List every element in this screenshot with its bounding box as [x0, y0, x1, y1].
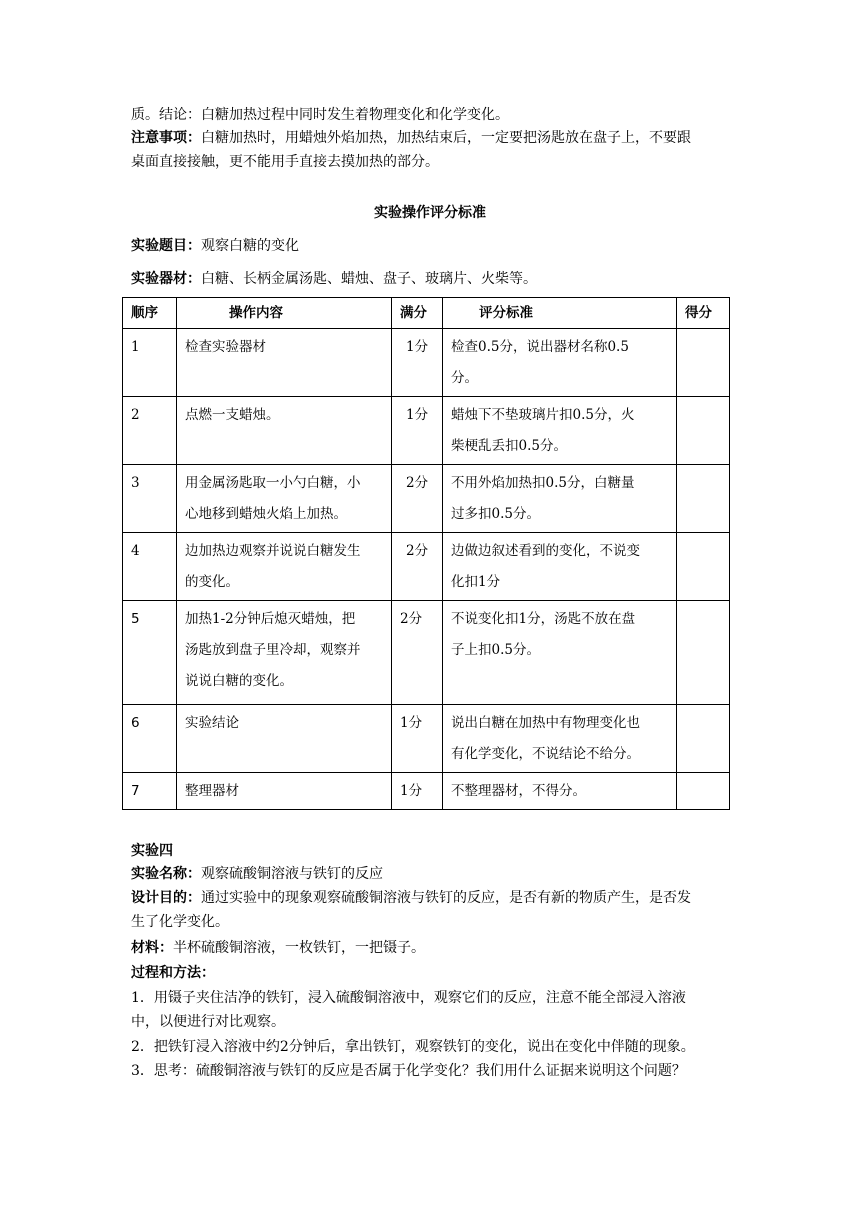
operation-line: 的变化。: [185, 574, 239, 590]
cell-seq: 4: [123, 533, 177, 601]
cell-criteria: [443, 533, 677, 601]
header-criteria: 评分标准: [443, 298, 677, 329]
exp4-material-value: 半杯硫酸铜溶液，一枚铁钉，一把镊子。: [173, 940, 425, 956]
table-row: [123, 533, 730, 601]
cell-full-score: 1分: [392, 705, 443, 773]
cell-full-score: 1分: [392, 329, 443, 397]
cell-criteria: [443, 465, 677, 533]
operation-line: 用金属汤匙取一小勺白糖，小: [185, 475, 361, 491]
section-title: 实验操作评分标准: [374, 205, 486, 221]
exp4-step1-line-2: 中，以便进行对比观察。: [131, 1014, 285, 1030]
criteria-line: 有化学变化，不说结论不给分。: [451, 746, 640, 762]
cell-seq: 6: [123, 705, 177, 773]
cell-seq: 3: [123, 465, 177, 533]
cell-got-score[interactable]: [677, 601, 730, 705]
cell-got-score[interactable]: [677, 397, 730, 465]
equipment-value: 白糖、长柄金属汤匙、蜡烛、盘子、玻璃片、火柴等。: [201, 271, 537, 287]
criteria-line: 说出白糖在加热中有物理变化也: [451, 715, 640, 731]
cell-seq: 7: [123, 773, 177, 810]
cell-seq: 1: [123, 329, 177, 397]
table-row: [123, 329, 730, 397]
criteria-line: 化扣1分: [451, 574, 501, 590]
cell-full-score: 2分: [392, 465, 443, 533]
operation-line: 点燃一支蜡烛。: [185, 407, 280, 423]
topic-line: [131, 235, 731, 257]
operation-line: 检查实验器材: [185, 339, 266, 355]
criteria-line: 蜡烛下不垫玻璃片扣0.5分，火: [451, 407, 635, 423]
table-row: [123, 397, 730, 465]
cell-operation: [177, 465, 392, 533]
cell-criteria: [443, 705, 677, 773]
notice-line-2: 桌面直接接触，更不能用手直接去摸加热的部分。: [131, 154, 439, 170]
cell-operation: [177, 601, 392, 705]
cell-operation: [177, 397, 392, 465]
header-op: 操作内容: [177, 298, 392, 329]
operation-line: 整理器材: [185, 783, 239, 799]
exp4-process-label: 过程和方法：: [131, 965, 215, 981]
exp4-purpose-text-1: 通过实验中的现象观察硫酸铜溶液与铁钉的反应，是否有新的物质产生，是否发: [201, 890, 691, 906]
operation-line: 边加热边观察并说说白糖发生: [185, 543, 361, 559]
exp4-material-line: [131, 937, 731, 959]
criteria-line: 柴梗乱丢扣0.5分。: [451, 438, 567, 454]
table-row: [123, 601, 730, 705]
operation-line: 心地移到蜡烛火焰上加热。: [185, 506, 347, 522]
criteria-line: 检查0.5分，说出器材名称0.5: [451, 339, 629, 355]
cell-seq: 5: [123, 601, 177, 705]
cell-criteria: [443, 601, 677, 705]
table-row: [123, 705, 730, 773]
header-got: 得分: [677, 298, 730, 329]
topic-label: 实验题目：: [131, 238, 201, 254]
criteria-line: 边做边叙述看到的变化，不说变: [451, 543, 640, 559]
cell-operation: [177, 533, 392, 601]
criteria-line: 不整理器材，不得分。: [451, 783, 586, 799]
cell-criteria: [443, 397, 677, 465]
criteria-line: 分。: [451, 370, 478, 386]
cell-full-score: 1分: [392, 773, 443, 810]
cell-got-score[interactable]: [677, 329, 730, 397]
exp4-name-value: 观察硫酸铜溶液与铁钉的反应: [201, 866, 383, 882]
table-header-row: [123, 298, 730, 329]
cell-criteria: [443, 329, 677, 397]
exp4-name-label: 实验名称：: [131, 866, 201, 882]
header-score: 满分: [392, 298, 443, 329]
header-seq: 顺序: [123, 298, 177, 329]
topic-value: 观察白糖的变化: [201, 238, 299, 254]
equipment-label: 实验器材：: [131, 271, 201, 287]
cell-full-score: 2分: [392, 533, 443, 601]
cell-full-score: 2分: [392, 601, 443, 705]
exp4-step3: 3．思考：硫酸铜溶液与铁钉的反应是否属于化学变化？我们用什么证据来说明这个问题？: [131, 1063, 686, 1079]
exp4-purpose-label: 设计目的：: [131, 890, 201, 906]
notice-line-1: [131, 127, 731, 149]
table-row: [123, 773, 730, 810]
exp4-material-label: 材料：: [131, 940, 173, 956]
cell-full-score: 1分: [392, 397, 443, 465]
exp4-step1-line-1: 1．用镊子夹住洁净的铁钉，浸入硫酸铜溶液中，观察它们的反应，注意不能全部浸入溶液: [131, 990, 686, 1006]
table-row: [123, 465, 730, 533]
cell-got-score[interactable]: [677, 465, 730, 533]
cell-got-score[interactable]: [677, 533, 730, 601]
criteria-line: 不用外焰加热扣0.5分，白糖量: [451, 475, 635, 491]
exp4-title: 实验四: [131, 843, 173, 859]
cell-operation: [177, 329, 392, 397]
exp4-purpose-line-1: [131, 887, 731, 909]
cell-criteria: [443, 773, 677, 810]
notice-text-1: 白糖加热时，用蜡烛外焰加热，加热结束后，一定要把汤匙放在盘子上，不要跟: [201, 130, 691, 146]
exp4-purpose-line-2: 生了化学变化。: [131, 914, 229, 930]
criteria-line: 不说变化扣1分，汤匙不放在盘: [451, 611, 636, 627]
notice-label: 注意事项：: [131, 130, 201, 146]
exp4-name-line: [131, 863, 731, 885]
equipment-line: [131, 268, 731, 290]
cell-got-score[interactable]: [677, 705, 730, 773]
criteria-line: 子上扣0.5分。: [451, 642, 540, 658]
operation-line: 实验结论: [185, 715, 239, 731]
operation-line: 说说白糖的变化。: [185, 673, 293, 689]
operation-line: 加热1-2分钟后熄灭蜡烛，把: [185, 611, 356, 627]
operation-line: 汤匙放到盘子里冷却，观察并: [185, 642, 361, 658]
scoring-table: [122, 297, 730, 810]
cell-operation: [177, 773, 392, 810]
criteria-line: 过多扣0.5分。: [451, 506, 540, 522]
cell-got-score[interactable]: [677, 773, 730, 810]
cell-seq: 2: [123, 397, 177, 465]
cell-operation: [177, 705, 392, 773]
conclusion-line: 质。结论：白糖加热过程中同时发生着物理变化和化学变化。: [131, 107, 509, 123]
exp4-step2: 2．把铁钉浸入溶液中约2分钟后，拿出铁钉，观察铁钉的变化，说出在变化中伴随的现象。: [131, 1039, 695, 1055]
